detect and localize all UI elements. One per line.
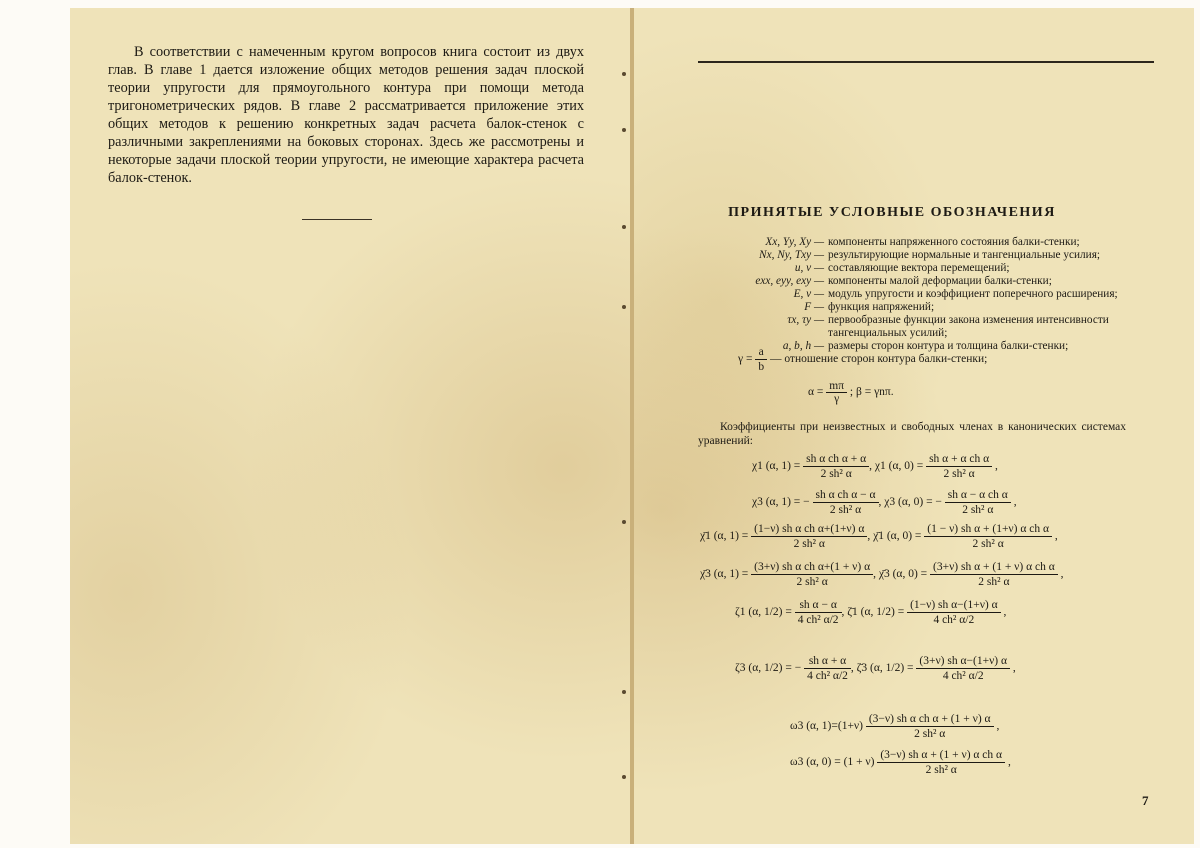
formula-denominator: 2 sh² α xyxy=(793,538,825,550)
formula-lhs: , χ3 (α, 0) = − xyxy=(878,496,945,509)
notation-row xyxy=(712,236,1080,249)
formula-row xyxy=(700,522,1058,551)
separator-line xyxy=(302,219,372,220)
notation-symbol: a, b, h — xyxy=(782,340,824,352)
gamma-lhs: γ = xyxy=(738,353,753,366)
stitch-mark xyxy=(622,72,626,76)
beta-text: ; β = γnπ. xyxy=(849,386,894,399)
header-rule xyxy=(698,61,1154,63)
formula-numerator: sh α − α xyxy=(795,598,842,613)
formula-end: , xyxy=(992,460,998,473)
coefficients-note: Коэффициенты при неизвестных и свободных членах в канонических системах уравнений: xyxy=(698,421,1126,447)
formula-denominator: 2 sh² α xyxy=(943,468,975,480)
notation-symbol: F — xyxy=(804,301,824,313)
notation-definition: тангенциальных усилий; xyxy=(828,327,948,339)
formula-fraction xyxy=(866,712,994,741)
formula-denominator: 4 ch² α/2 xyxy=(797,614,839,626)
formula-numerator: (3−ν) sh α + (1 + ν) α ch α xyxy=(877,748,1005,763)
formula-denominator: 2 sh² α xyxy=(914,728,946,740)
gamma-numerator: a xyxy=(755,345,767,360)
gamma-denominator: b xyxy=(758,361,765,373)
gamma-text: — отношение сторон контура балки-стенки; xyxy=(769,353,988,366)
formula-fraction xyxy=(907,598,1001,627)
formula-fraction xyxy=(804,654,851,683)
formula-fraction xyxy=(751,560,873,589)
formula-lhs: χ̄3 (α, 1) = xyxy=(700,568,752,581)
formula-row xyxy=(752,488,1017,517)
formula-fraction xyxy=(924,522,1052,551)
formula-numerator: sh α − α ch α xyxy=(945,488,1011,503)
formula-end: , xyxy=(1057,568,1064,581)
notation-definition: составляющие вектора перемещений; xyxy=(828,262,1010,274)
formula-denominator: 2 sh² α xyxy=(925,764,957,776)
formula-denominator: 4 ch² α/2 xyxy=(942,670,984,682)
formula-fraction xyxy=(813,488,879,517)
notations-heading: ПРИНЯТЫЕ УСЛОВНЫЕ ОБОЗНАЧЕНИЯ xyxy=(728,205,1056,220)
notation-row xyxy=(712,275,1052,288)
formula-lhs: ζ1 (α, 1/2) = xyxy=(735,606,795,619)
formula-denominator: 2 sh² α xyxy=(978,576,1010,588)
notation-definition: функция напряжений; xyxy=(828,301,935,313)
formula-numerator: (3+ν) sh α ch α+(1 + ν) α xyxy=(751,560,873,575)
formula-denominator: 4 ch² α/2 xyxy=(807,670,848,682)
formula-numerator: (3−ν) sh α ch α + (1 + ν) α xyxy=(866,712,994,727)
formula-denominator: 2 sh² α xyxy=(796,576,828,588)
formula-lhs: , ζ̄1 (α, 1/2) = xyxy=(841,606,908,619)
formula-end: , xyxy=(1052,530,1058,543)
formula-lhs: ζ3 (α, 1/2) = − xyxy=(735,662,805,675)
formula-denominator: 2 sh² α xyxy=(962,504,994,516)
formula-fraction xyxy=(803,452,869,481)
notation-row xyxy=(712,301,934,314)
formula-lhs: , ζ̄3 (α, 1/2) = xyxy=(850,662,917,675)
formula-fraction xyxy=(930,560,1058,589)
formula-row xyxy=(735,654,1016,683)
alpha-beta-definition xyxy=(808,380,894,405)
notation-symbol: τx, τy — xyxy=(787,314,824,326)
notation-row xyxy=(712,262,1010,275)
page-number: 7 xyxy=(1142,793,1149,808)
formula-fraction xyxy=(795,598,842,627)
formula-fraction xyxy=(926,452,992,481)
formula-denominator: 4 ch² α/2 xyxy=(933,614,975,626)
formula-numerator: (1 − ν) sh α + (1+ν) α ch α xyxy=(924,522,1052,537)
formula-numerator: (1−ν) sh α−(1+ν) α xyxy=(907,598,1001,613)
notation-definition: результирующие нормальные и тангенциальные усилия; xyxy=(828,249,1101,261)
alpha-fraction xyxy=(826,380,847,405)
formula-lhs: ω3 (α, 0) = (1 + ν) xyxy=(790,756,878,769)
left-page xyxy=(70,8,630,844)
formula-lhs: , χ̄3 (α, 0) = xyxy=(873,568,931,581)
formula-numerator: (1−ν) sh α ch α+(1+ν) α xyxy=(751,522,867,537)
notation-definition: размеры сторон контура и толщина балки-стенки; xyxy=(828,340,1069,352)
formula-row xyxy=(790,748,1011,777)
formula-row xyxy=(752,452,998,481)
formula-numerator: sh α ch α − α xyxy=(813,488,879,503)
notation-definition: компоненты малой деформации балки-стенки; xyxy=(828,275,1052,287)
formula-numerator: (3+ν) sh α + (1 + ν) α ch α xyxy=(930,560,1058,575)
formula-end: , xyxy=(1005,756,1011,769)
alpha-lhs: α = xyxy=(808,386,824,399)
notation-row xyxy=(712,288,1118,301)
stitch-mark xyxy=(622,520,626,524)
formula-lhs: χ1 (α, 1) = xyxy=(752,460,804,473)
formula-fraction xyxy=(945,488,1011,517)
formula-end: , xyxy=(993,720,1000,733)
formula-row xyxy=(790,712,999,741)
formula-lhs: , χ1 (α, 0) = xyxy=(869,460,927,473)
notation-symbol: E, ν — xyxy=(793,288,824,300)
formula-fraction xyxy=(751,522,867,551)
stitch-mark xyxy=(622,128,626,132)
formula-numerator: sh α ch α + α xyxy=(803,452,869,467)
notation-row xyxy=(712,327,947,340)
formula-numerator: sh α + α ch α xyxy=(926,452,992,467)
formula-fraction xyxy=(916,654,1010,683)
formula-numerator: (3+ν) sh α−(1+ν) α xyxy=(916,654,1010,669)
notation-definition: модуль упругости и коэффициент поперечного расширения; xyxy=(828,288,1118,300)
formula-fraction xyxy=(877,748,1005,777)
gamma-definition xyxy=(738,345,987,374)
stitch-mark xyxy=(622,690,626,694)
notation-symbol: u, v — xyxy=(794,262,824,274)
gamma-fraction xyxy=(755,345,767,374)
formula-denominator: 2 sh² α xyxy=(829,504,862,516)
alpha-numerator: mπ xyxy=(826,380,847,393)
formula-lhs: χ̄1 (α, 1) = xyxy=(700,530,752,543)
formula-end: , xyxy=(1010,662,1016,675)
formula-row xyxy=(735,598,1006,627)
formula-lhs: , χ̄1 (α, 0) = xyxy=(867,530,925,543)
notation-symbol: Xx, Yy, Xy — xyxy=(765,236,824,248)
formula-row xyxy=(700,560,1064,589)
formula-denominator: 2 sh² α xyxy=(820,468,852,480)
formula-lhs: ω3 (α, 1)=(1+ν) xyxy=(790,720,866,733)
stitch-mark xyxy=(622,305,626,309)
notation-symbol: exx, eyy, exy — xyxy=(755,275,824,287)
notation-symbol: Nx, Ny, Txy — xyxy=(759,249,824,261)
formula-end: , xyxy=(1000,606,1007,619)
intro-paragraph: В соответствии с намеченным кругом вопросов книга состоит из двух глав. В главе 1 дается изложение общих методов решения задач плоской теории упругости для прямоугольного контура при помощи метода тригонометрических рядов. В главе 2 рассматривается приложение этих общих методов к решению конкретных задач расчета балок-стенок с различными закреплениями на боковых сторонах. Здесь же рассмотрены и некоторые задачи плоской теории упругости, не имеющие характера расчета балок-стенок. xyxy=(108,44,584,186)
notation-definition: первообразные функции закона изменения интенсивности xyxy=(828,314,1109,326)
notation-row xyxy=(712,249,1100,262)
notation-row xyxy=(712,314,1109,327)
stitch-mark xyxy=(622,225,626,229)
notation-definition: компоненты напряженного состояния балки-стенки; xyxy=(828,236,1080,248)
alpha-denominator: γ xyxy=(834,393,840,405)
stitch-mark xyxy=(622,775,626,779)
formula-lhs: χ3 (α, 1) = − xyxy=(752,496,813,509)
formula-end: , xyxy=(1010,496,1017,509)
formula-denominator: 2 sh² α xyxy=(972,538,1004,550)
formula-numerator: sh α + α xyxy=(804,654,851,669)
